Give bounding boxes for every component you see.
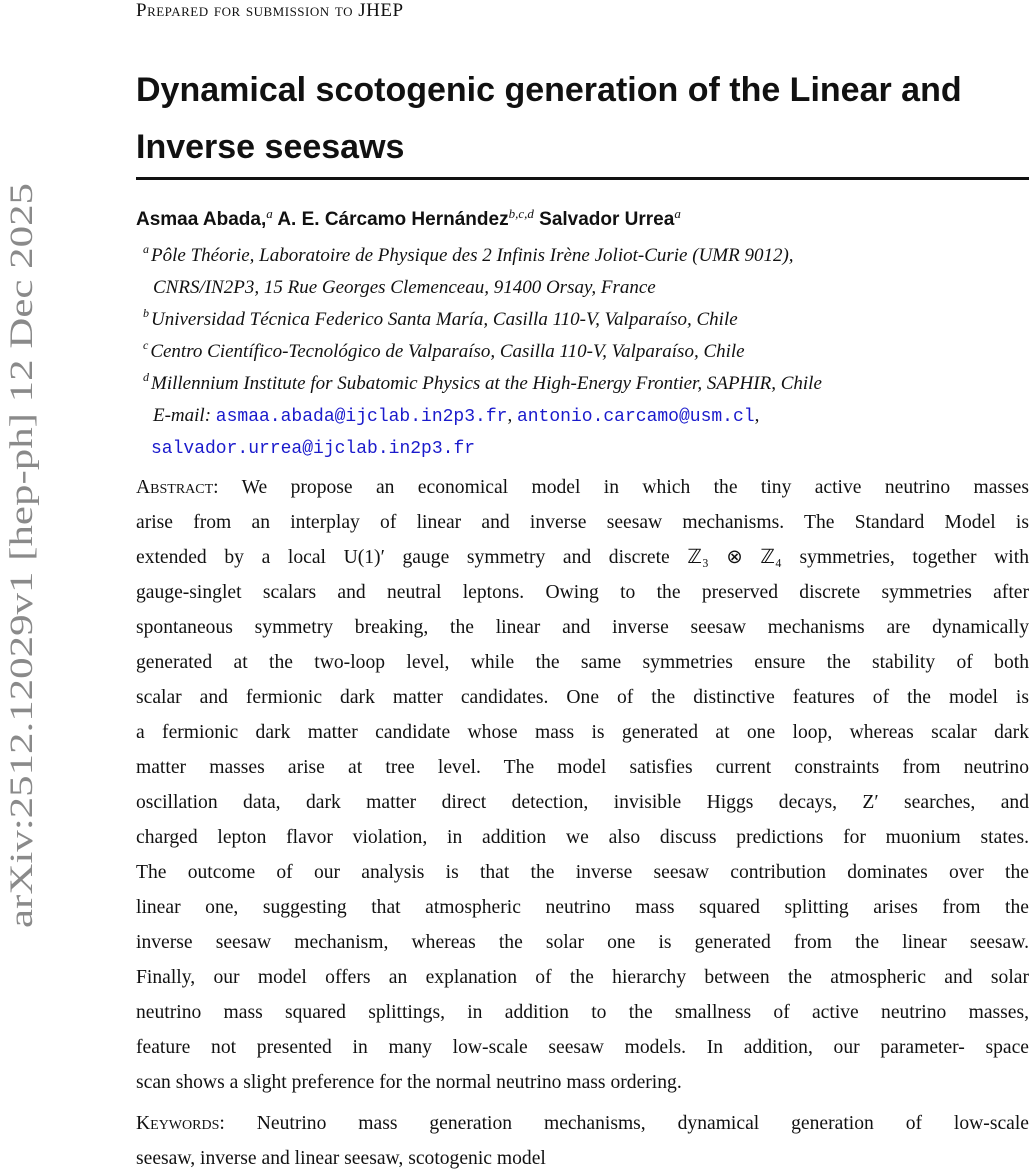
abstract-line: Abstract: We propose an economical model in which the tiny active neutrino masses bbox=[136, 477, 1029, 498]
affil-text: CNRS/IN2P3, 15 Rue Georges Clemenceau, 91400 Orsay, France bbox=[153, 277, 656, 298]
paper-title bbox=[136, 62, 1029, 176]
abstract-line: linear one, suggesting that atmospheric neutrino mass squared splitting arises from the bbox=[136, 897, 1029, 918]
affiliations bbox=[143, 240, 1029, 464]
arxiv-stamp-text: arXiv:2512.12029v1 [hep-ph] 12 Dec 2025 bbox=[4, 355, 40, 928]
abstract-line: scalar and fermionic dark matter candidates. One of the distinctive features of the model is bbox=[136, 687, 1029, 708]
email-line-2 bbox=[143, 432, 1029, 464]
abstract-line: gauge-singlet scalars and neutral leptons. Owing to the preserved discrete symmetries after bbox=[136, 582, 1029, 603]
author-list bbox=[136, 207, 681, 233]
title-line-2: Inverse seesaws bbox=[136, 128, 405, 166]
title-line-1: Dynamical scotogenic generation of the Linear and bbox=[136, 71, 962, 109]
keywords bbox=[136, 1106, 1029, 1176]
abstract-line: a fermionic dark matter candidate whose mass is generated at one loop, whereas scalar dark bbox=[136, 722, 1029, 743]
author-affil-sup: a bbox=[674, 206, 681, 221]
author-affil-sup: a bbox=[266, 206, 273, 221]
affil-marker: a bbox=[143, 242, 149, 256]
affiliation-b bbox=[143, 304, 1029, 336]
affiliation-d bbox=[143, 368, 1029, 400]
email-line: E-mail: asmaa.abada@ijclab.in2p3.fr, antonio.carcamo@usm.cl, bbox=[153, 405, 760, 427]
abstract-line: oscillation data, dark matter direct detection, invisible Higgs decays, Z′ searches, and bbox=[136, 792, 1029, 813]
author-name: A. E. Cárcamo Hernández bbox=[277, 209, 509, 230]
email-link[interactable]: antonio.carcamo@usm.cl bbox=[516, 407, 755, 427]
abstract-line: matter masses arise at tree level. The model satisfies current constraints from neutrino bbox=[136, 757, 1029, 778]
title-rule bbox=[136, 177, 1029, 180]
abstract-line: feature not presented in many low-scale seesaw models. In addition, our parameter- space bbox=[136, 1037, 1029, 1058]
keywords-line: seesaw, inverse and linear seesaw, scotogenic model bbox=[136, 1148, 546, 1169]
abstract-line: scan shows a slight preference for the normal neutrino mass ordering. bbox=[136, 1072, 682, 1093]
abstract-line: charged lepton flavor violation, in addition we also discuss predictions for muonium states. bbox=[136, 827, 1029, 848]
author-affil-sup: b,c,d bbox=[508, 206, 534, 221]
abstract bbox=[136, 470, 1029, 1100]
affil-text: Universidad Técnica Federico Santa María, Casilla 110-V, Valparaíso, Chile bbox=[151, 309, 738, 330]
abstract-line: inverse seesaw mechanism, whereas the solar one is generated from the linear seesaw. bbox=[136, 932, 1029, 953]
affiliation-a-cont bbox=[143, 272, 1029, 304]
author-name: Salvador Urrea bbox=[539, 209, 675, 230]
email-link[interactable]: asmaa.abada@ijclab.in2p3.fr bbox=[215, 407, 508, 427]
affiliation-a bbox=[143, 240, 1029, 272]
abstract-line: generated at the two-loop level, while the same symmetries ensure the stability of both bbox=[136, 652, 1029, 673]
abstract-line: arise from an interplay of linear and inverse seesaw mechanisms. The Standard Model is bbox=[136, 512, 1029, 533]
affiliation-c bbox=[143, 336, 1029, 368]
arxiv-stamp bbox=[2, 180, 42, 930]
email-link[interactable]: salvador.urrea@ijclab.in2p3.fr bbox=[151, 439, 476, 459]
journal-header: Prepared for submission to JHEP bbox=[136, 0, 404, 21]
arxiv-stamp-graphic bbox=[2, 180, 42, 930]
abstract-line: extended by a local U(1)′ gauge symmetry and discrete ℤ₃ ⊗ ℤ₄ symmetries, together with bbox=[136, 547, 1029, 568]
affil-marker: b bbox=[143, 306, 149, 320]
affil-text: Millennium Institute for Subatomic Physics at the High-Energy Frontier, SAPHIR, Chile bbox=[151, 373, 822, 394]
affil-marker: c bbox=[143, 338, 149, 352]
author-name: Asmaa Abada, bbox=[136, 209, 267, 230]
affil-text: Pôle Théorie, Laboratoire de Physique des 2 Infinis Irène Joliot-Curie (UMR 9012), bbox=[151, 245, 794, 266]
affil-marker: d bbox=[143, 370, 149, 384]
affil-text: Centro Científico-Tecnológico de Valparaíso, Casilla 110-V, Valparaíso, Chile bbox=[150, 341, 745, 362]
abstract-line: neutrino mass squared splittings, in addition to the smallness of active neutrino masses, bbox=[136, 1002, 1029, 1023]
abstract-label: Abstract: bbox=[136, 477, 219, 498]
keywords-label: Keywords: bbox=[136, 1113, 225, 1134]
keywords-line: Keywords: Neutrino mass generation mechanisms, dynamical generation of low-scale bbox=[136, 1113, 1029, 1134]
email-label: E-mail: bbox=[153, 405, 212, 426]
abstract-line: spontaneous symmetry breaking, the linear and inverse seesaw mechanisms are dynamically bbox=[136, 617, 1029, 638]
abstract-line: Finally, our model offers an explanation of the hierarchy between the atmospheric and solar bbox=[136, 967, 1029, 988]
abstract-line: The outcome of our analysis is that the inverse seesaw contribution dominates over the bbox=[136, 862, 1029, 883]
